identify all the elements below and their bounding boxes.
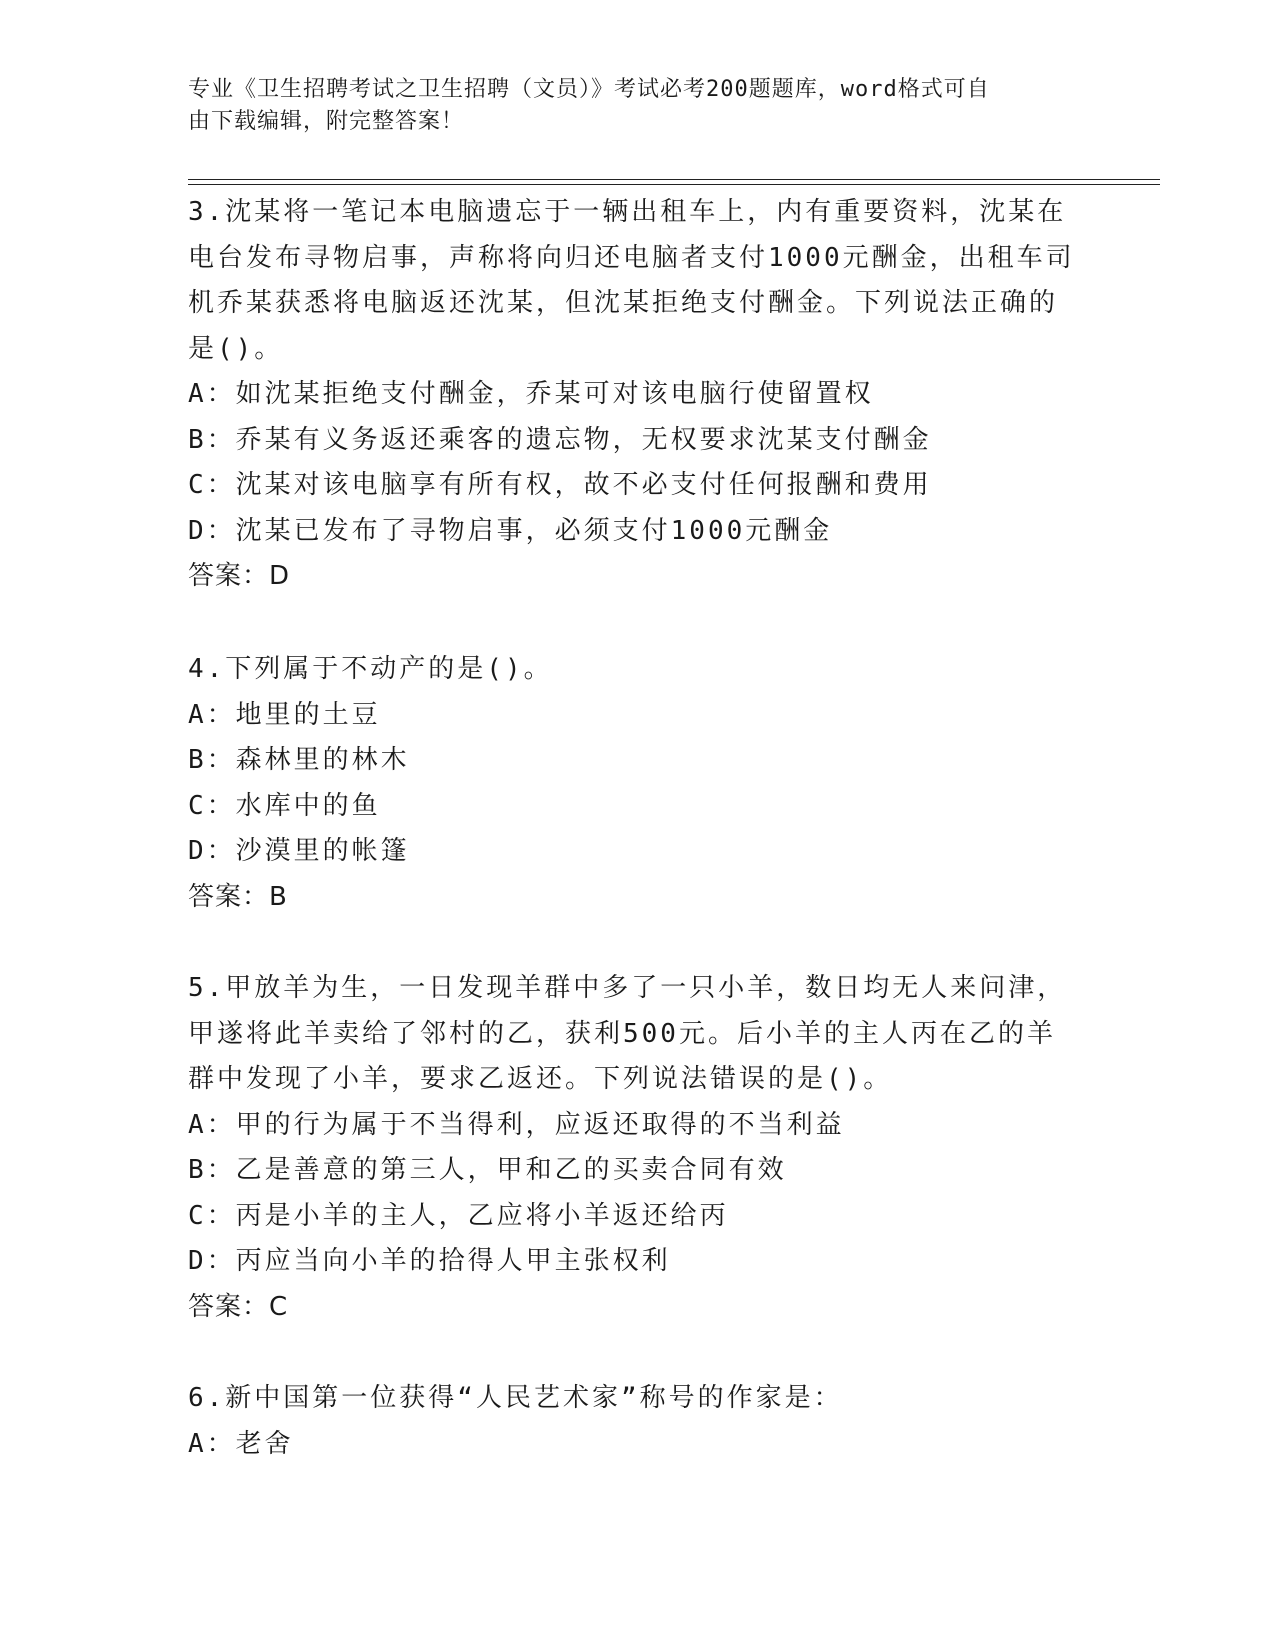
header-divider-top [188,179,1160,180]
question-stem-line: 群中发现了小羊，要求乙返还。下列说法错误的是()。 [188,1064,893,1094]
option-b: B：乔某有义务返还乘客的遗忘物，无权要求沈某支付酬金 [188,424,932,455]
option-b: B：森林里的林木 [188,745,410,775]
question-4 [188,647,1088,920]
option-a: A：甲的行为属于不当得利，应返还取得的不当利益 [188,1109,845,1140]
option-c: C：沈某对该电脑享有所有权，故不必支付任何报酬和费用 [188,470,932,500]
question-stem-line: 电台发布寻物启事，声称将向归还电脑者支付1000元酬金，出租车司 [188,242,1075,273]
answer-label: 答案：C [188,1291,289,1322]
question-stem-line: 机乔某获悉将电脑返还沈某，但沈某拒绝支付酬金。下列说法正确的 [188,288,1059,318]
question-stem-line: 6.新中国第一位获得“人民艺术家”称号的作家是： [188,1383,843,1413]
header-divider-bottom [188,184,1160,185]
option-c: C：水库中的鱼 [188,790,381,821]
question-stem-line: 4.下列属于不动产的是()。 [188,654,553,684]
option-d: D：沙漠里的帐篷 [188,836,410,866]
option-c: C：丙是小羊的主人，乙应将小羊返还给丙 [188,1200,729,1231]
option-b: B：乙是善意的第三人，甲和乙的买卖合同有效 [188,1155,787,1185]
option-a: A：如沈某拒绝支付酬金，乔某可对该电脑行使留置权 [188,379,874,409]
option-d: D：沈某已发布了寻物启事，必须支付1000元酬金 [188,515,833,546]
answer-label: 答案：D [188,561,291,591]
question-5 [188,966,1088,1330]
question-stem-line: 是()。 [188,333,284,364]
question-stem-line: 3.沈某将一笔记本电脑遗忘于一辆出租车上，内有重要资料，沈某在 [188,197,1067,227]
option-a: A：地里的土豆 [188,699,381,730]
question-6 [188,1376,1088,1467]
question-stem-line: 5.甲放羊为生，一日发现羊群中多了一只小羊，数日均无人来问津， [188,973,1067,1003]
document-header: 专业《卫生招聘考试之卫生招聘（文员）》考试必考200题题库，word格式可自 由下载编辑，附完整答案！ [188,77,990,134]
question-3 [188,190,1088,600]
option-d: D：丙应当向小羊的拾得人甲主张权利 [188,1246,671,1276]
question-stem-line: 甲遂将此羊卖给了邻村的乙，获利500元。后小羊的主人丙在乙的羊 [188,1018,1056,1049]
answer-label: 答案：B [188,881,288,912]
option-a: A：老舍 [188,1428,294,1459]
